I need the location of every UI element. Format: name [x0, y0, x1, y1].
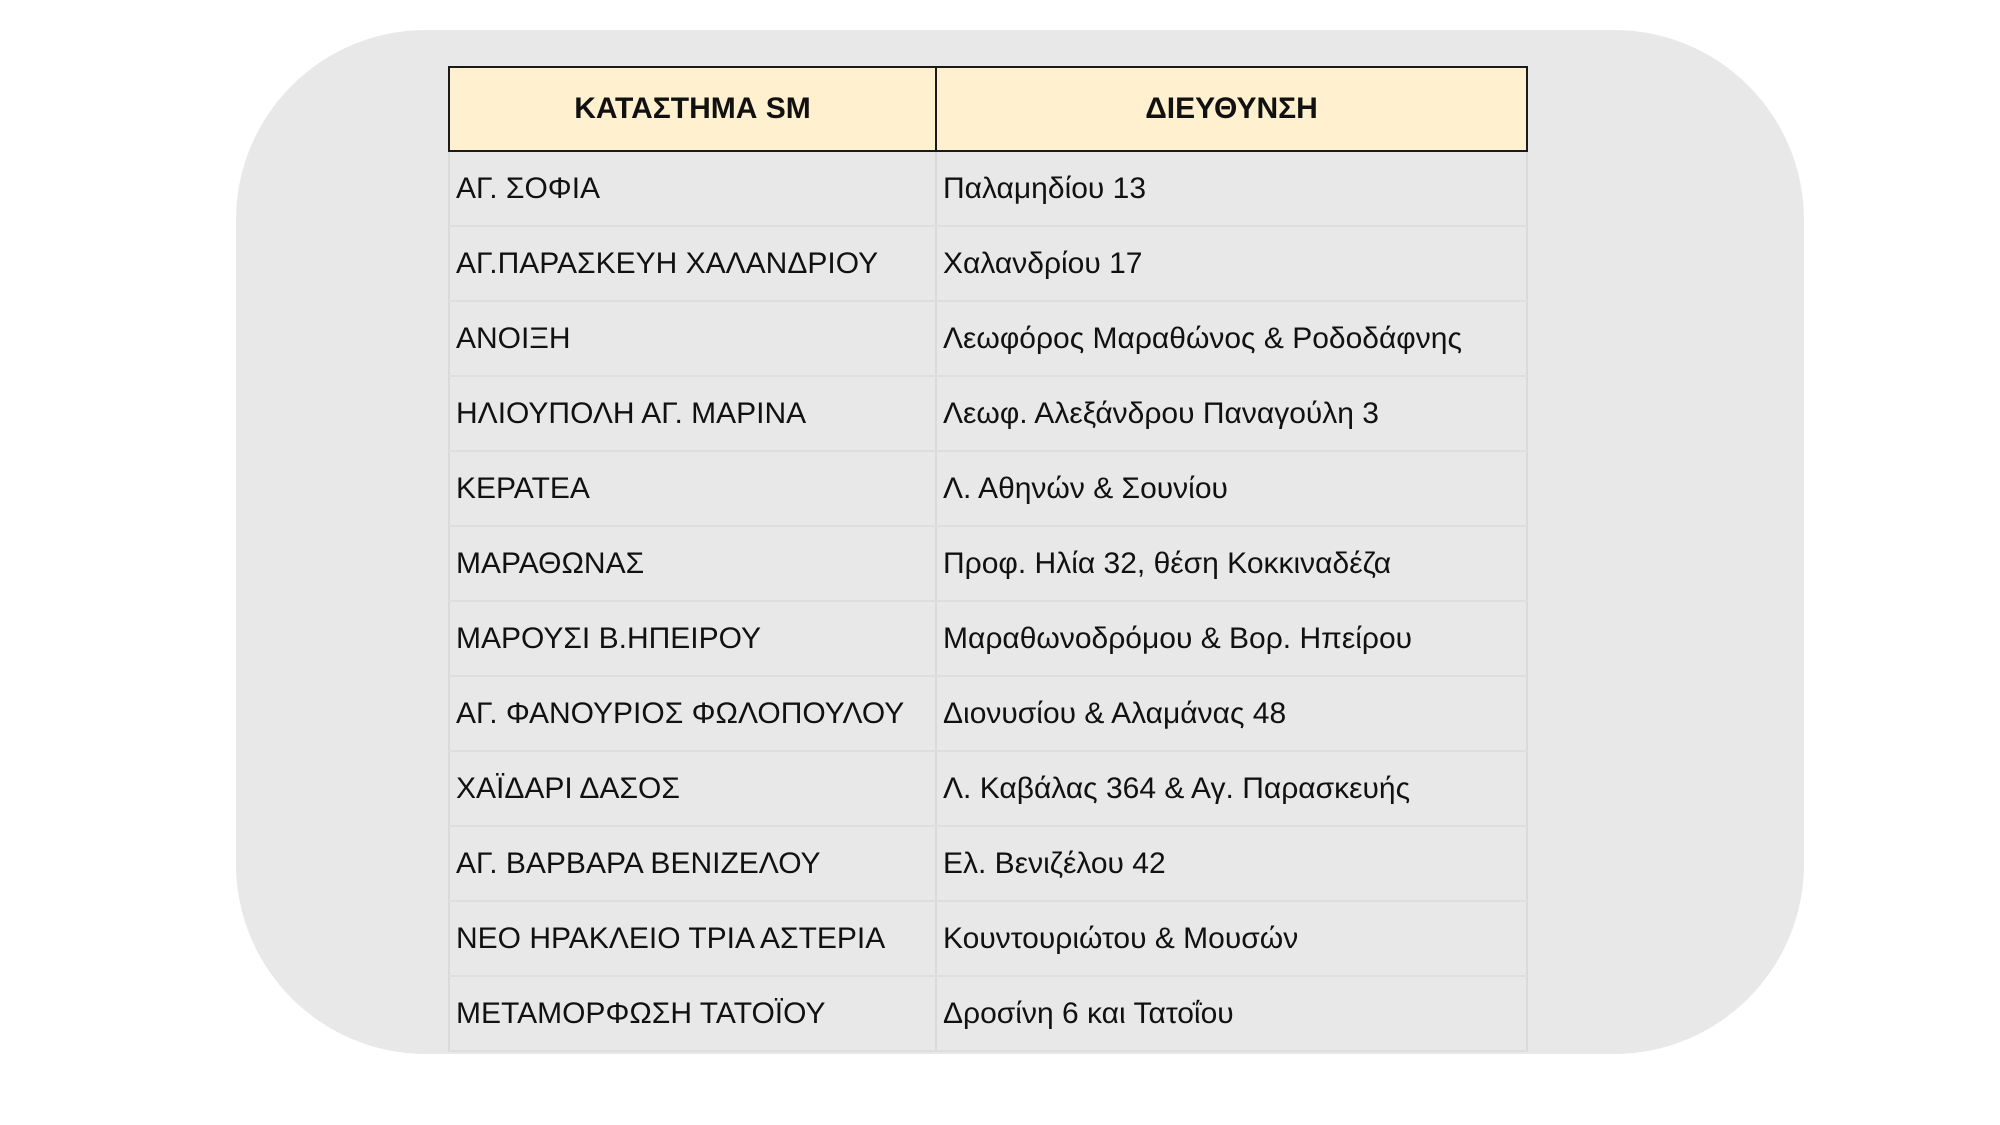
store-address-table [448, 66, 1528, 1052]
address-cell: Προφ. Ηλία 32, θέση Κοκκιναδέζα [936, 526, 1527, 601]
table-row [449, 826, 1527, 901]
table-row [449, 676, 1527, 751]
address-cell: Κουντουριώτου & Μουσών [936, 901, 1527, 976]
table-row [449, 226, 1527, 301]
store-cell: ΜΑΡΟΥΣΙ Β.ΗΠΕΙΡΟΥ [449, 601, 936, 676]
store-cell: ΑΓ.ΠΑΡΑΣΚΕΥΗ ΧΑΛΑΝΔΡΙΟΥ [449, 226, 936, 301]
table-row [449, 376, 1527, 451]
store-cell: ΑΓ. ΦΑΝΟΥΡΙΟΣ ΦΩΛΟΠΟΥΛΟΥ [449, 676, 936, 751]
header-address: ΔΙΕΥΘΥΝΣΗ [936, 67, 1527, 151]
store-cell: ΧΑΪΔΑΡΙ ΔΑΣΟΣ [449, 751, 936, 826]
address-cell: Λεωφ. Αλεξάνδρου Παναγούλη 3 [936, 376, 1527, 451]
store-cell: ΑΓ. ΣΟΦΙΑ [449, 151, 936, 226]
address-cell: Λ. Αθηνών & Σουνίου [936, 451, 1527, 526]
store-cell: ΜΕΤΑΜΟΡΦΩΣΗ ΤΑΤΟΪΟΥ [449, 976, 936, 1051]
address-cell: Διονυσίου & Αλαμάνας 48 [936, 676, 1527, 751]
address-cell: Ελ. Βενιζέλου 42 [936, 826, 1527, 901]
table-header-row [449, 67, 1527, 151]
table-row [449, 301, 1527, 376]
address-cell: Λ. Καβάλας 364 & Αγ. Παρασκευής [936, 751, 1527, 826]
address-cell: Παλαμηδίου 13 [936, 151, 1527, 226]
table-row [449, 451, 1527, 526]
store-cell: ΝΕΟ ΗΡΑΚΛΕΙΟ ΤΡΙΑ ΑΣΤΕΡΙΑ [449, 901, 936, 976]
store-cell: ΗΛΙΟΥΠΟΛΗ ΑΓ. ΜΑΡΙΝΑ [449, 376, 936, 451]
table-row [449, 151, 1527, 226]
table-row [449, 976, 1527, 1051]
store-cell: ΜΑΡΑΘΩΝΑΣ [449, 526, 936, 601]
store-cell: ΚΕΡΑΤΕΑ [449, 451, 936, 526]
table-row [449, 751, 1527, 826]
address-cell: Μαραθωνοδρόμου & Βορ. Ηπείρου [936, 601, 1527, 676]
table-row [449, 526, 1527, 601]
table-row [449, 901, 1527, 976]
store-cell: ΑΝΟΙΞΗ [449, 301, 936, 376]
address-cell: Λεωφόρος Μαραθώνος & Ροδοδάφνης [936, 301, 1527, 376]
store-cell: ΑΓ. ΒΑΡΒΑΡΑ ΒΕΝΙΖΕΛΟΥ [449, 826, 936, 901]
table-row [449, 601, 1527, 676]
header-store: ΚΑΤΑΣΤΗΜΑ SM [449, 67, 936, 151]
address-cell: Δροσίνη 6 και Τατοΐου [936, 976, 1527, 1051]
address-cell: Χαλανδρίου 17 [936, 226, 1527, 301]
